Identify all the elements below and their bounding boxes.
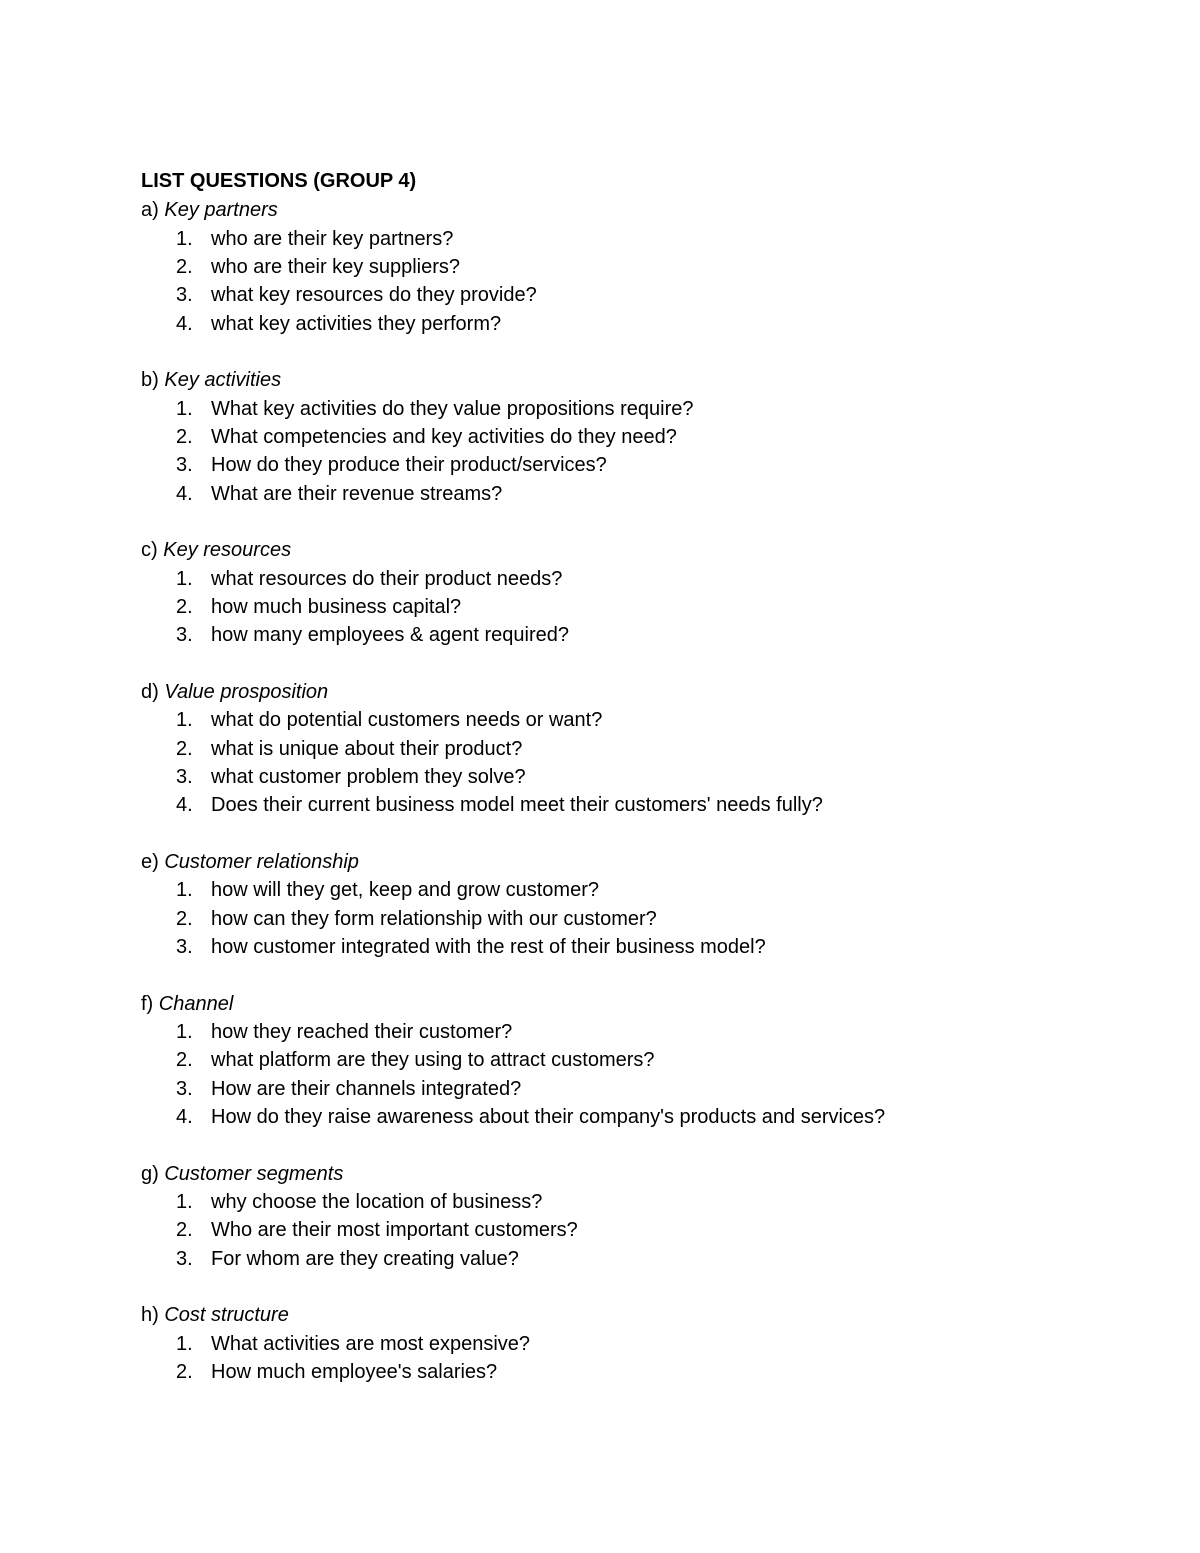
question-text: who are their key suppliers? xyxy=(211,255,461,278)
question-item xyxy=(141,593,1141,621)
question-section xyxy=(141,1160,1141,1274)
section-name: Cost structure xyxy=(164,1304,289,1327)
section-heading xyxy=(141,1301,1141,1330)
question-item xyxy=(141,253,1141,281)
question-number: 2. xyxy=(176,1361,193,1384)
question-number: 4. xyxy=(176,312,193,335)
question-number: 1. xyxy=(176,709,193,732)
question-section xyxy=(141,848,1141,962)
question-number: 2. xyxy=(176,1219,193,1242)
section-name: Key activities xyxy=(164,369,282,392)
question-text: Who are their most important customers? xyxy=(211,1219,578,1242)
question-item xyxy=(141,395,1141,423)
section-heading xyxy=(141,196,1141,225)
section-heading xyxy=(141,1160,1141,1189)
question-text: how they reached their customer? xyxy=(211,1021,513,1044)
question-number: 1. xyxy=(176,1332,193,1355)
question-text: what is unique about their product? xyxy=(211,737,523,760)
question-item xyxy=(141,1046,1141,1074)
question-item xyxy=(141,1188,1141,1216)
question-text: what customer problem they solve? xyxy=(211,766,526,789)
question-item xyxy=(141,1358,1141,1386)
question-number: 2. xyxy=(176,255,193,278)
section-heading xyxy=(141,990,1141,1019)
section-letter: d) xyxy=(141,680,159,703)
section-letter: g) xyxy=(141,1162,159,1185)
section-letter: a) xyxy=(141,199,159,221)
question-number: 3. xyxy=(176,1077,193,1100)
question-text: how will they get, keep and grow customer? xyxy=(211,879,599,902)
question-item xyxy=(141,480,1141,508)
question-text: how can they form relationship with our customer? xyxy=(211,907,657,930)
question-number: 1. xyxy=(176,227,193,250)
sections-container xyxy=(141,196,1141,1387)
question-number: 1. xyxy=(176,879,193,902)
question-item xyxy=(141,933,1141,961)
question-number: 3. xyxy=(176,454,193,477)
question-text: what key resources do they provide? xyxy=(211,284,537,307)
question-number: 2. xyxy=(176,907,193,930)
question-number: 3. xyxy=(176,284,193,307)
question-item xyxy=(141,905,1141,933)
question-text: For whom are they creating value? xyxy=(211,1247,519,1270)
question-number: 1. xyxy=(176,567,193,590)
question-text: What are their revenue streams? xyxy=(211,482,503,505)
question-number: 1. xyxy=(176,397,193,420)
question-item xyxy=(141,1018,1141,1046)
question-item xyxy=(141,621,1141,649)
question-number: 2. xyxy=(176,737,193,760)
question-text: why choose the location of business? xyxy=(211,1191,543,1214)
question-text: How much employee's salaries? xyxy=(211,1361,498,1384)
question-text: What activities are most expensive? xyxy=(211,1332,531,1355)
question-number: 1. xyxy=(176,1191,193,1214)
question-list xyxy=(141,395,1141,509)
question-text: What competencies and key activities do they need? xyxy=(211,425,677,448)
question-text: what key activities they perform? xyxy=(211,312,502,335)
question-text: How do they raise awareness about their company's products and services? xyxy=(211,1106,886,1129)
question-number: 3. xyxy=(176,766,193,789)
question-item xyxy=(141,876,1141,904)
question-section xyxy=(141,366,1141,508)
question-number: 4. xyxy=(176,482,193,505)
question-text: How do they produce their product/services? xyxy=(211,454,607,477)
question-text: what resources do their product needs? xyxy=(211,567,563,590)
question-list xyxy=(141,1188,1141,1273)
section-letter: c) xyxy=(141,539,158,562)
question-item xyxy=(141,1245,1141,1273)
question-item xyxy=(141,423,1141,451)
section-letter: f) xyxy=(141,992,154,1015)
question-text: how many employees & agent required? xyxy=(211,624,569,647)
question-item xyxy=(141,1216,1141,1244)
document-title: LIST QUESTIONS (GROUP 4) xyxy=(141,170,417,192)
question-number: 2. xyxy=(176,596,193,619)
question-number: 1. xyxy=(176,1021,193,1044)
question-item xyxy=(141,763,1141,791)
question-text: what platform are they using to attract customers? xyxy=(211,1049,655,1072)
question-item xyxy=(141,565,1141,593)
question-text: What key activities do they value propositions require? xyxy=(211,397,694,420)
section-heading xyxy=(141,678,1141,707)
question-item xyxy=(141,735,1141,763)
question-item xyxy=(141,1075,1141,1103)
section-name: Customer segments xyxy=(164,1162,344,1185)
question-section xyxy=(141,678,1141,820)
question-item xyxy=(141,706,1141,734)
question-section xyxy=(141,990,1141,1132)
question-text: what do potential customers needs or want? xyxy=(211,709,603,732)
section-letter: e) xyxy=(141,850,159,873)
question-list xyxy=(141,1018,1141,1132)
question-section xyxy=(141,1301,1141,1386)
question-list xyxy=(141,565,1141,650)
question-number: 3. xyxy=(176,936,193,959)
section-name: Channel xyxy=(158,992,234,1015)
question-item xyxy=(141,451,1141,479)
question-list xyxy=(141,1330,1141,1387)
section-name: Key partners xyxy=(164,199,278,221)
question-text: how much business capital? xyxy=(211,596,462,619)
question-item xyxy=(141,791,1141,819)
document-page xyxy=(141,166,1141,1387)
section-heading xyxy=(141,536,1141,565)
section-letter: b) xyxy=(141,369,159,392)
question-item xyxy=(141,225,1141,253)
question-section xyxy=(141,536,1141,650)
question-number: 3. xyxy=(176,624,193,647)
question-text: how customer integrated with the rest of their business model? xyxy=(211,936,766,959)
question-item xyxy=(141,1103,1141,1131)
question-number: 4. xyxy=(176,1106,193,1129)
question-number: 4. xyxy=(176,794,193,817)
section-name: Customer relationship xyxy=(164,850,359,873)
question-item xyxy=(141,310,1141,338)
section-heading xyxy=(141,848,1141,877)
question-item xyxy=(141,1330,1141,1358)
question-list xyxy=(141,876,1141,961)
question-text: Does their current business model meet their customers' needs fully? xyxy=(211,794,823,817)
section-name: Value prosposition xyxy=(164,680,329,703)
section-heading xyxy=(141,366,1141,395)
question-text: who are their key partners? xyxy=(211,227,454,250)
question-text: How are their channels integrated? xyxy=(211,1077,522,1100)
question-number: 2. xyxy=(176,1049,193,1072)
section-name: Key resources xyxy=(163,539,292,562)
question-list xyxy=(141,225,1141,339)
question-section xyxy=(141,196,1141,338)
question-number: 3. xyxy=(176,1247,193,1270)
question-list xyxy=(141,706,1141,820)
question-number: 2. xyxy=(176,425,193,448)
section-letter: h) xyxy=(141,1304,159,1327)
question-item xyxy=(141,281,1141,309)
